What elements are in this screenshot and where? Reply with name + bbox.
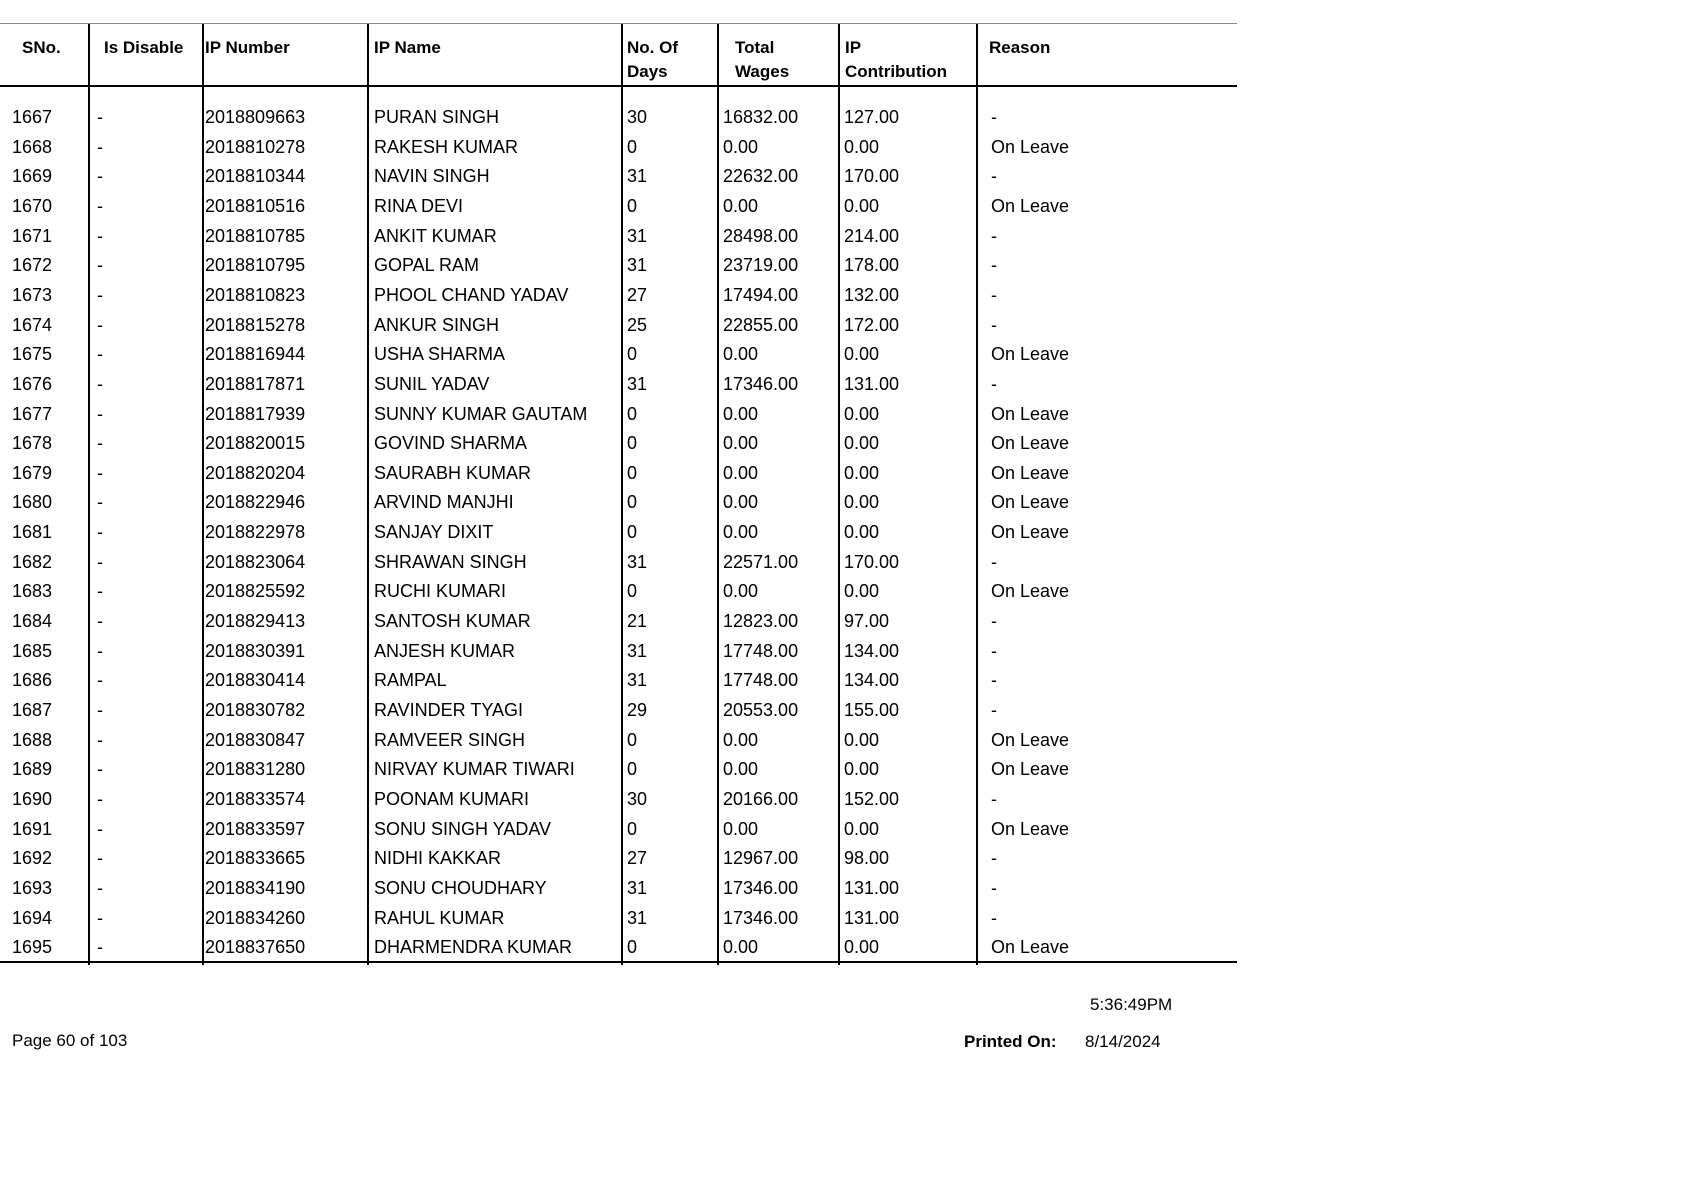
- cell-sno: 1667: [12, 107, 53, 127]
- header-bottom-rule: [0, 85, 1237, 87]
- cell-total-wages: 0.00: [723, 403, 759, 424]
- cell-is-disable: -: [97, 373, 103, 394]
- cell-reason: -: [991, 225, 997, 246]
- cell-total-wages: 17494.00: [723, 284, 799, 305]
- cell-days: 31: [627, 166, 648, 187]
- cell-total-wages: 0.00: [723, 522, 759, 543]
- header-ip-contribution: [845, 36, 947, 84]
- header-days: [627, 36, 678, 84]
- cell-is-disable: -: [97, 284, 103, 305]
- cell-ip-number: 2018816944: [205, 344, 306, 365]
- cell-ip-name: NIRVAY KUMAR TIWARI: [374, 759, 575, 780]
- col-divider: [838, 24, 840, 965]
- cell-reason: -: [991, 373, 997, 394]
- cell-ip-contribution: 98.00: [844, 848, 890, 869]
- cell-days: 31: [627, 255, 648, 276]
- cell-days: 21: [627, 611, 648, 632]
- cell-total-wages: 17346.00: [723, 373, 799, 394]
- cell-sno: 1670: [12, 195, 53, 216]
- cell-ip-contribution: 155.00: [844, 700, 900, 720]
- cell-reason: On Leave: [991, 492, 1070, 513]
- cell-is-disable: -: [97, 107, 103, 127]
- cell-sno: 1683: [12, 581, 53, 602]
- cell-reason: On Leave: [991, 195, 1070, 216]
- cell-reason: -: [991, 611, 997, 632]
- cell-reason: -: [991, 640, 997, 661]
- cell-sno: 1681: [12, 522, 53, 543]
- cell-is-disable: -: [97, 433, 103, 454]
- cell-days: 31: [627, 877, 648, 898]
- header-is-disable: Is Disable: [104, 38, 184, 57]
- cell-total-wages: 0.00: [723, 433, 759, 454]
- cell-ip-number: 2018822946: [205, 492, 306, 513]
- cell-sno: 1668: [12, 136, 53, 157]
- cell-ip-name: POONAM KUMARI: [374, 788, 530, 809]
- cell-days: 31: [627, 551, 648, 572]
- cell-ip-name: RAMVEER SINGH: [374, 729, 526, 750]
- cell-reason: On Leave: [991, 136, 1070, 157]
- cell-sno: 1673: [12, 284, 53, 305]
- page-number: Page 60 of 103: [12, 1031, 128, 1050]
- header-ip-name: IP Name: [374, 38, 441, 57]
- cell-ip-contribution: 131.00: [844, 373, 900, 394]
- cell-days: 0: [627, 818, 638, 839]
- cell-total-wages: 17346.00: [723, 907, 799, 928]
- cell-ip-contribution: 0.00: [844, 522, 880, 543]
- cell-ip-number: 2018830414: [205, 670, 306, 691]
- cell-reason: On Leave: [991, 522, 1070, 543]
- cell-ip-contribution: 0.00: [844, 937, 880, 958]
- cell-days: 0: [627, 937, 638, 958]
- cell-ip-name: GOPAL RAM: [374, 255, 480, 276]
- col-divider: [621, 24, 623, 965]
- cell-ip-number: 2018834190: [205, 877, 306, 898]
- cell-ip-number: 2018810278: [205, 136, 306, 157]
- cell-ip-number: 2018820204: [205, 462, 306, 483]
- cell-reason: On Leave: [991, 729, 1070, 750]
- cell-ip-number: 2018830847: [205, 729, 306, 750]
- cell-ip-contribution: 170.00: [844, 166, 900, 187]
- cell-ip-number: 2018831280: [205, 759, 306, 780]
- cell-reason: On Leave: [991, 462, 1070, 483]
- cell-ip-number: 2018825592: [205, 581, 306, 602]
- cell-reason: -: [991, 700, 997, 720]
- cell-ip-contribution: 0.00: [844, 433, 880, 454]
- cell-ip-contribution: 0.00: [844, 344, 880, 365]
- cell-reason: -: [991, 877, 997, 898]
- cell-reason: -: [991, 848, 997, 869]
- table-bottom-rule: [0, 961, 1237, 963]
- cell-sno: 1694: [12, 907, 53, 928]
- header-contrib-line1: IP: [845, 38, 862, 57]
- cell-reason: On Leave: [991, 433, 1070, 454]
- cell-sno: 1669: [12, 166, 53, 187]
- cell-total-wages: 22571.00: [723, 551, 799, 572]
- cell-days: 0: [627, 759, 638, 780]
- cell-ip-number: 2018810785: [205, 225, 306, 246]
- cell-sno: 1689: [12, 759, 53, 780]
- cell-reason: On Leave: [991, 818, 1070, 839]
- cell-ip-name: PHOOL CHAND YADAV: [374, 284, 569, 305]
- cell-ip-contribution: 134.00: [844, 640, 900, 661]
- cell-ip-contribution: 178.00: [844, 255, 900, 276]
- cell-days: 0: [627, 136, 638, 157]
- cell-sno: 1671: [12, 225, 53, 246]
- cell-ip-number: 2018815278: [205, 314, 306, 335]
- cell-is-disable: -: [97, 166, 103, 187]
- cell-is-disable: -: [97, 611, 103, 632]
- cell-days: 31: [627, 907, 648, 928]
- cell-reason: -: [991, 788, 997, 809]
- cell-ip-number: 2018810516: [205, 195, 306, 216]
- cell-reason: -: [991, 166, 997, 187]
- print-time: 5:36:49PM: [1090, 995, 1173, 1014]
- header-wages-line2: Wages: [735, 62, 790, 81]
- cell-ip-number: 2018837650: [205, 937, 306, 958]
- cell-days: 0: [627, 433, 638, 454]
- cell-ip-number: 2018833574: [205, 788, 306, 809]
- cell-days: 30: [627, 107, 648, 127]
- cell-total-wages: 0.00: [723, 462, 759, 483]
- col-divider: [717, 24, 719, 965]
- cell-ip-number: 2018833665: [205, 848, 306, 869]
- cell-ip-contribution: 0.00: [844, 462, 880, 483]
- cell-days: 27: [627, 848, 648, 869]
- cell-ip-number: 2018823064: [205, 551, 306, 572]
- header-reason: Reason: [989, 38, 1051, 57]
- cell-sno: 1685: [12, 640, 53, 661]
- cell-reason: -: [991, 255, 997, 276]
- cell-is-disable: -: [97, 462, 103, 483]
- cell-sno: 1680: [12, 492, 53, 513]
- cell-reason: -: [991, 284, 997, 305]
- cell-ip-name: GOVIND SHARMA: [374, 433, 528, 454]
- cell-is-disable: -: [97, 225, 103, 246]
- printed-on-label: Printed On:: [964, 1032, 1057, 1051]
- cell-sno: 1687: [12, 700, 53, 720]
- cell-ip-name: PURAN SINGH: [374, 107, 500, 127]
- cell-is-disable: -: [97, 907, 103, 928]
- cell-total-wages: 0.00: [723, 581, 759, 602]
- cell-days: 0: [627, 492, 638, 513]
- cell-ip-name: RAKESH KUMAR: [374, 136, 519, 157]
- header-total-wages: [735, 36, 789, 84]
- cell-sno: 1679: [12, 462, 53, 483]
- cell-total-wages: 0.00: [723, 818, 759, 839]
- cell-ip-contribution: 170.00: [844, 551, 900, 572]
- cell-ip-name: SAURABH KUMAR: [374, 462, 532, 483]
- cell-ip-name: NAVIN SINGH: [374, 166, 490, 187]
- cell-reason: On Leave: [991, 403, 1070, 424]
- cell-reason: On Leave: [991, 937, 1070, 958]
- cell-is-disable: -: [97, 788, 103, 809]
- cell-days: 25: [627, 314, 648, 335]
- col-divider: [88, 24, 90, 965]
- cell-days: 0: [627, 344, 638, 365]
- cell-sno: 1690: [12, 788, 53, 809]
- cell-ip-name: SANTOSH KUMAR: [374, 611, 531, 632]
- header-days-line1: No. Of: [627, 38, 678, 57]
- cell-total-wages: 12823.00: [723, 611, 799, 632]
- cell-is-disable: -: [97, 937, 103, 958]
- cell-ip-number: 2018820015: [205, 433, 306, 454]
- cell-ip-number: 2018817871: [205, 373, 306, 394]
- cell-sno: 1684: [12, 611, 53, 632]
- cell-sno: 1672: [12, 255, 53, 276]
- cell-reason: -: [991, 107, 997, 127]
- cell-sno: 1676: [12, 373, 53, 394]
- cell-ip-number: 2018834260: [205, 907, 306, 928]
- cell-reason: On Leave: [991, 759, 1070, 780]
- cell-sno: 1674: [12, 314, 53, 335]
- cell-ip-contribution: 134.00: [844, 670, 900, 691]
- cell-total-wages: 16832.00: [723, 107, 799, 127]
- cell-ip-number: 2018810823: [205, 284, 306, 305]
- cell-ip-number: 2018830782: [205, 700, 306, 720]
- header-ip-number: IP Number: [205, 38, 290, 57]
- cell-total-wages: 12967.00: [723, 848, 799, 869]
- cell-reason: On Leave: [991, 344, 1070, 365]
- cell-ip-name: ANJESH KUMAR: [374, 640, 516, 661]
- cell-ip-name: RINA DEVI: [374, 195, 464, 216]
- cell-sno: 1692: [12, 848, 53, 869]
- cell-days: 31: [627, 670, 648, 691]
- cell-ip-contribution: 127.00: [844, 107, 900, 127]
- cell-ip-name: USHA SHARMA: [374, 344, 506, 365]
- col-divider: [202, 24, 204, 965]
- cell-ip-contribution: 0.00: [844, 581, 880, 602]
- cell-total-wages: 0.00: [723, 195, 759, 216]
- cell-ip-contribution: 0.00: [844, 403, 880, 424]
- header-days-line2: Days: [627, 62, 668, 81]
- cell-ip-name: SUNNY KUMAR GAUTAM: [374, 403, 588, 424]
- cell-sno: 1688: [12, 729, 53, 750]
- cell-ip-name: ARVIND MANJHI: [374, 492, 514, 513]
- cell-total-wages: 22855.00: [723, 314, 799, 335]
- cell-sno: 1677: [12, 403, 53, 424]
- cell-ip-number: 2018833597: [205, 818, 306, 839]
- cell-ip-number: 2018809663: [205, 107, 306, 127]
- cell-ip-contribution: 131.00: [844, 877, 900, 898]
- cell-sno: 1682: [12, 551, 53, 572]
- cell-ip-contribution: 152.00: [844, 788, 900, 809]
- header-contrib-line2: Contribution: [845, 62, 947, 81]
- cell-ip-contribution: 214.00: [844, 225, 900, 246]
- cell-ip-name: RAVINDER TYAGI: [374, 700, 524, 720]
- cell-sno: 1693: [12, 877, 53, 898]
- cell-total-wages: 0.00: [723, 759, 759, 780]
- cell-ip-number: 2018810344: [205, 166, 306, 187]
- cell-ip-number: 2018830391: [205, 640, 306, 661]
- cell-ip-name: SONU CHOUDHARY: [374, 877, 547, 898]
- cell-total-wages: 0.00: [723, 344, 759, 365]
- cell-total-wages: 23719.00: [723, 255, 799, 276]
- cell-ip-name: SHRAWAN SINGH: [374, 551, 527, 572]
- cell-ip-contribution: 0.00: [844, 818, 880, 839]
- cell-ip-contribution: 0.00: [844, 759, 880, 780]
- cell-ip-name: ANKUR SINGH: [374, 314, 500, 335]
- cell-ip-contribution: 172.00: [844, 314, 900, 335]
- cell-ip-name: NIDHI KAKKAR: [374, 848, 502, 869]
- cell-total-wages: 0.00: [723, 729, 759, 750]
- cell-ip-name: RAMPAL: [374, 670, 447, 691]
- cell-days: 27: [627, 284, 648, 305]
- cell-total-wages: 22632.00: [723, 166, 799, 187]
- cell-ip-contribution: 131.00: [844, 907, 900, 928]
- cell-reason: On Leave: [991, 581, 1070, 602]
- cell-days: 0: [627, 195, 638, 216]
- cell-is-disable: -: [97, 255, 103, 276]
- cell-sno: 1695: [12, 937, 53, 958]
- cell-is-disable: -: [97, 136, 103, 157]
- cell-days: 29: [627, 700, 648, 720]
- cell-ip-contribution: 0.00: [844, 729, 880, 750]
- cell-is-disable: -: [97, 729, 103, 750]
- cell-ip-number: 2018829413: [205, 611, 306, 632]
- cell-sno: 1686: [12, 670, 53, 691]
- cell-reason: -: [991, 314, 997, 335]
- table-top-rule: [0, 23, 1237, 24]
- cell-ip-name: ANKIT KUMAR: [374, 225, 497, 246]
- cell-ip-number: 2018822978: [205, 522, 306, 543]
- cell-is-disable: -: [97, 195, 103, 216]
- cell-total-wages: 17346.00: [723, 877, 799, 898]
- cell-ip-name: SUNIL YADAV: [374, 373, 490, 394]
- cell-reason: -: [991, 670, 997, 691]
- cell-is-disable: -: [97, 314, 103, 335]
- cell-is-disable: -: [97, 403, 103, 424]
- cell-days: 31: [627, 225, 648, 246]
- col-divider: [367, 24, 369, 965]
- cell-total-wages: 17748.00: [723, 670, 799, 691]
- cell-ip-name: SONU SINGH YADAV: [374, 818, 552, 839]
- cell-is-disable: -: [97, 877, 103, 898]
- cell-ip-number: 2018817939: [205, 403, 306, 424]
- cell-ip-contribution: 97.00: [844, 611, 890, 632]
- cell-is-disable: -: [97, 670, 103, 691]
- cell-days: 0: [627, 462, 638, 483]
- cell-sno: 1691: [12, 818, 53, 839]
- cell-is-disable: -: [97, 848, 103, 869]
- printed-on-date: 8/14/2024: [1085, 1032, 1161, 1051]
- cell-total-wages: 17748.00: [723, 640, 799, 661]
- cell-ip-name: DHARMENDRA KUMAR: [374, 937, 573, 958]
- cell-reason: -: [991, 907, 997, 928]
- cell-is-disable: -: [97, 759, 103, 780]
- cell-total-wages: 0.00: [723, 937, 759, 958]
- cell-days: 0: [627, 522, 638, 543]
- cell-days: 0: [627, 581, 638, 602]
- cell-reason: -: [991, 551, 997, 572]
- cell-is-disable: -: [97, 492, 103, 513]
- cell-total-wages: 0.00: [723, 492, 759, 513]
- cell-ip-contribution: 0.00: [844, 195, 880, 216]
- cell-total-wages: 20553.00: [723, 700, 799, 720]
- cell-days: 0: [627, 403, 638, 424]
- cell-sno: 1678: [12, 433, 53, 454]
- cell-is-disable: -: [97, 700, 103, 720]
- cell-ip-name: RAHUL KUMAR: [374, 907, 505, 928]
- cell-is-disable: -: [97, 818, 103, 839]
- cell-is-disable: -: [97, 640, 103, 661]
- cell-is-disable: -: [97, 581, 103, 602]
- cell-total-wages: 0.00: [723, 136, 759, 157]
- cell-ip-name: RUCHI KUMARI: [374, 581, 507, 602]
- cell-ip-name: SANJAY DIXIT: [374, 522, 494, 543]
- cell-total-wages: 28498.00: [723, 225, 799, 246]
- cell-days: 31: [627, 373, 648, 394]
- cell-ip-number: 2018810795: [205, 255, 306, 276]
- cell-total-wages: 20166.00: [723, 788, 799, 809]
- cell-is-disable: -: [97, 344, 103, 365]
- cell-days: 0: [627, 729, 638, 750]
- header-wages-line1: Total: [735, 38, 775, 57]
- cell-is-disable: -: [97, 522, 103, 543]
- cell-sno: 1675: [12, 344, 53, 365]
- cell-ip-contribution: 132.00: [844, 284, 900, 305]
- header-sno: SNo.: [22, 38, 61, 57]
- cell-ip-contribution: 0.00: [844, 492, 880, 513]
- cell-days: 30: [627, 788, 648, 809]
- col-divider: [976, 24, 978, 965]
- cell-ip-contribution: 0.00: [844, 136, 880, 157]
- cell-days: 31: [627, 640, 648, 661]
- cell-is-disable: -: [97, 551, 103, 572]
